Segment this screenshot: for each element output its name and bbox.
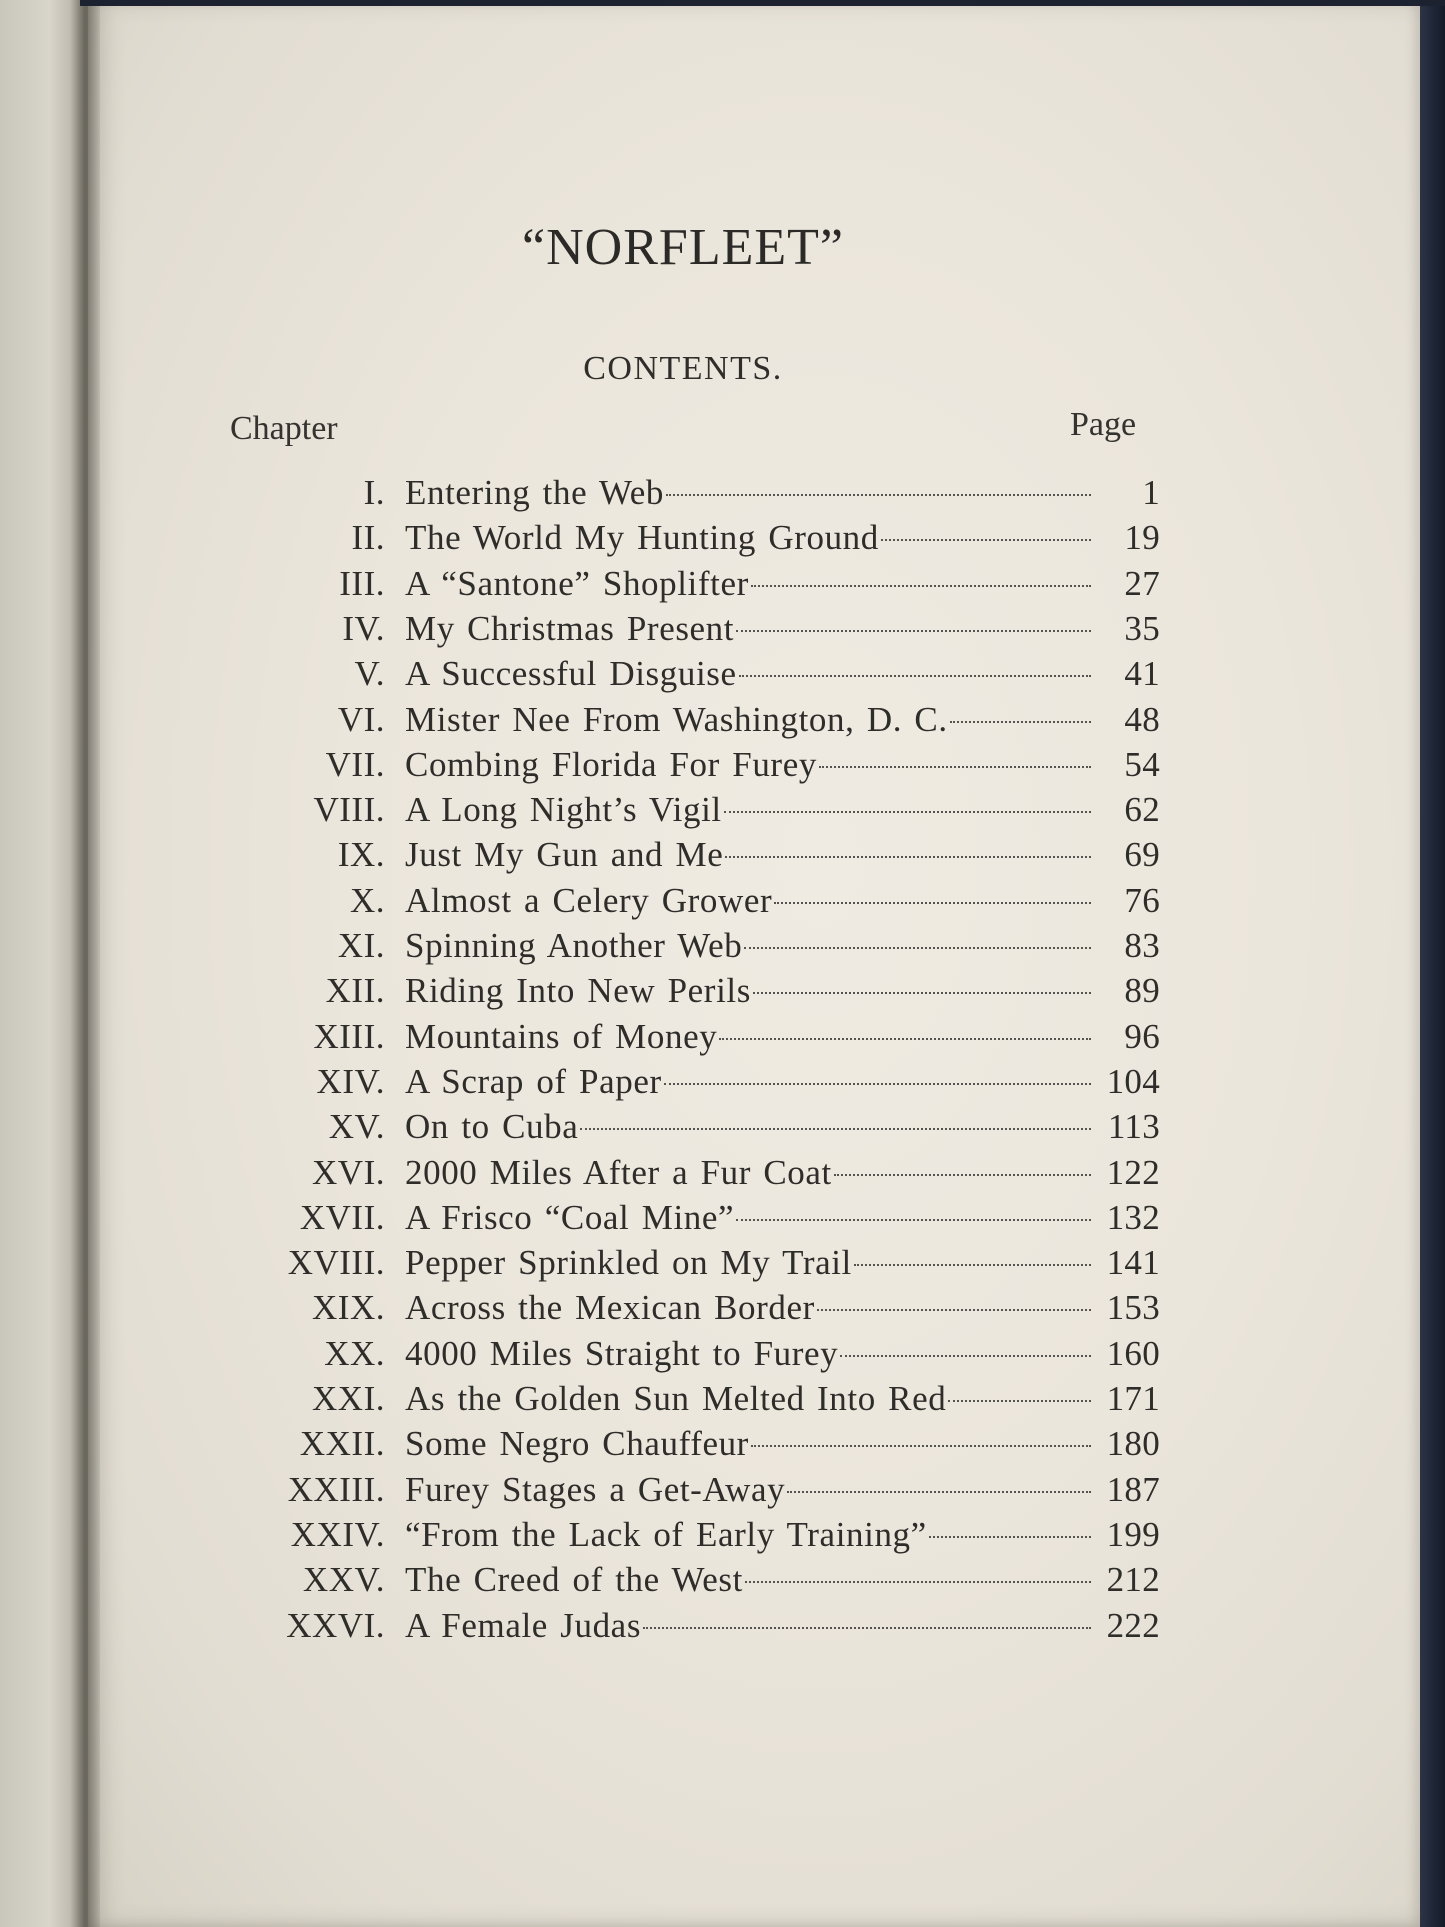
page-number: 187: [1106, 1469, 1160, 1509]
page-number: 41: [1124, 654, 1160, 694]
chapter-number: XIX.: [312, 1288, 385, 1328]
chapter-title-line: [405, 968, 1095, 1013]
page-number: 153: [1106, 1288, 1160, 1328]
chapter-title: My Christmas Present: [405, 608, 735, 648]
page-number: 122: [1106, 1152, 1160, 1192]
toc-entry: [0, 923, 1445, 968]
page-number: 132: [1106, 1197, 1160, 1237]
chapter-title-line: [405, 1603, 1095, 1648]
chapter-title: Mountains of Money: [405, 1016, 718, 1056]
chapter-number: XXIII.: [287, 1469, 385, 1509]
chapter-title-line: [405, 470, 1095, 515]
chapter-title-line: [405, 1376, 1095, 1421]
chapter-title-line: [405, 1059, 1095, 1104]
chapter-title: Almost a Celery Grower: [405, 880, 773, 920]
page-number: 27: [1124, 563, 1160, 603]
chapter-title: Pepper Sprinkled on My Trail: [405, 1243, 852, 1283]
chapter-title: A Frisco “Coal Mine”: [405, 1197, 735, 1237]
chapter-title: A Long Night’s Vigil: [405, 790, 722, 830]
dot-leader: [643, 1627, 1091, 1629]
chapter-title: 4000 Miles Straight to Furey: [405, 1333, 839, 1373]
chapter-title-line: [405, 651, 1095, 696]
toc-entry: [0, 606, 1445, 651]
toc-entry: [0, 1104, 1445, 1149]
page-number: 35: [1124, 608, 1160, 648]
chapter-title: Furey Stages a Get-Away: [405, 1469, 786, 1509]
chapter-title-line: [405, 832, 1095, 877]
toc-entry: [0, 742, 1445, 787]
chapter-number: X.: [349, 880, 385, 920]
dot-leader: [666, 494, 1091, 496]
chapter-number: XXV.: [302, 1560, 385, 1600]
toc-entry: [0, 1150, 1445, 1195]
dot-leader: [787, 1491, 1091, 1493]
page-number: 113: [1107, 1107, 1160, 1147]
chapter-number: VI.: [337, 699, 385, 739]
chapter-title-line: [405, 1150, 1095, 1195]
dot-leader: [719, 1038, 1091, 1040]
toc-entry: [0, 561, 1445, 606]
dot-leader: [817, 1309, 1091, 1311]
page-number: 160: [1106, 1333, 1160, 1373]
chapter-title: A Scrap of Paper: [405, 1061, 662, 1101]
toc-entry: [0, 697, 1445, 742]
page-number: 104: [1106, 1061, 1160, 1101]
chapter-title-line: [405, 561, 1095, 606]
dot-leader: [881, 539, 1091, 541]
chapter-number: XI.: [337, 926, 385, 965]
toc-entry: [0, 651, 1445, 696]
dot-leader: [736, 630, 1091, 632]
page-number: 83: [1124, 926, 1160, 965]
chapter-number: XVIII.: [287, 1243, 385, 1283]
chapter-number: XIV.: [316, 1061, 385, 1101]
book-title: “NORFLEET”: [522, 219, 844, 276]
chapter-title-line: [405, 1285, 1095, 1330]
chapter-number: XX.: [324, 1333, 385, 1373]
page-number: 19: [1124, 518, 1160, 558]
dot-leader: [948, 1400, 1091, 1402]
chapter-title: A Female Judas: [405, 1605, 642, 1645]
toc-entry: [0, 515, 1445, 560]
chapter-title: Some Negro Chauffeur: [405, 1424, 749, 1464]
dot-leader: [580, 1128, 1091, 1130]
chapter-title-line: [405, 1331, 1095, 1376]
chapter-number: XVI.: [312, 1152, 385, 1192]
chapter-title: Across the Mexican Border: [405, 1288, 815, 1328]
toc-entry: [0, 470, 1445, 515]
page-number: 96: [1124, 1016, 1160, 1056]
dot-leader: [739, 675, 1091, 677]
chapter-title: 2000 Miles After a Fur Coat: [405, 1152, 832, 1192]
toc-entry: [0, 1285, 1445, 1330]
toc-entry: [0, 1557, 1445, 1602]
page-number: 171: [1106, 1379, 1160, 1418]
toc-entry: [0, 1421, 1445, 1466]
page-number: 76: [1124, 880, 1160, 920]
page-number: 69: [1124, 835, 1160, 875]
chapter-title: Spinning Another Web: [405, 926, 743, 965]
chapter-column-header: Chapter: [230, 410, 338, 447]
chapter-number: XIII.: [313, 1016, 385, 1056]
chapter-title-line: [405, 742, 1095, 787]
dot-leader: [834, 1174, 1091, 1176]
chapter-number: XXVI.: [286, 1605, 385, 1645]
toc-entry: [0, 1195, 1445, 1240]
dot-leader: [664, 1083, 1091, 1085]
page-number: 48: [1124, 699, 1160, 739]
chapter-title-line: [405, 1014, 1095, 1059]
chapter-number: II.: [351, 518, 385, 558]
chapter-title: Mister Nee From Washington, D. C.: [405, 699, 948, 739]
page-number: 141: [1106, 1243, 1160, 1283]
chapter-number: VII.: [325, 744, 385, 784]
chapter-title: On to Cuba: [405, 1107, 579, 1147]
dot-leader: [736, 1219, 1091, 1221]
page-number: 212: [1106, 1560, 1160, 1600]
page-number: 89: [1124, 971, 1160, 1011]
chapter-title-line: [405, 787, 1095, 832]
toc-entry: [0, 1240, 1445, 1285]
dot-leader: [724, 811, 1091, 813]
dot-leader: [744, 947, 1091, 949]
chapter-title-line: [405, 606, 1095, 651]
chapter-title-line: [405, 697, 1095, 742]
chapter-title: The World My Hunting Ground: [405, 518, 879, 558]
chapter-title: A Successful Disguise: [405, 654, 737, 694]
chapter-number: XXIV.: [290, 1514, 385, 1554]
chapter-title-line: [405, 923, 1095, 968]
toc-entry: [0, 1376, 1445, 1421]
chapter-number: I.: [363, 473, 385, 512]
toc-entry: [0, 1331, 1445, 1376]
chapter-title: Combing Florida For Furey: [405, 744, 817, 784]
dot-leader: [751, 1445, 1091, 1447]
page-number: 1: [1142, 473, 1160, 512]
chapter-number: V.: [354, 654, 385, 694]
chapter-number: XII.: [325, 971, 385, 1011]
chapter-number: XXII.: [299, 1424, 385, 1464]
chapter-number: IV.: [342, 608, 385, 648]
chapter-title-line: [405, 1240, 1095, 1285]
dot-leader: [854, 1264, 1091, 1266]
dot-leader: [819, 766, 1091, 768]
dot-leader: [774, 902, 1091, 904]
chapter-number: VIII.: [313, 790, 385, 830]
chapter-title: A “Santone” Shoplifter: [405, 563, 749, 603]
dot-leader: [753, 992, 1091, 994]
toc-entry: [0, 1512, 1445, 1557]
chapter-title: Entering the Web: [405, 473, 665, 512]
dot-leader: [745, 1581, 1091, 1583]
chapter-title: Just My Gun and Me: [405, 835, 724, 875]
chapter-title-line: [405, 1421, 1095, 1466]
toc-entry: [0, 1059, 1445, 1104]
toc-entry: [0, 968, 1445, 1013]
dot-leader: [840, 1355, 1091, 1357]
chapter-title-line: [405, 1104, 1095, 1149]
chapter-title: The Creed of the West: [405, 1560, 743, 1600]
contents-heading: CONTENTS.: [583, 350, 783, 387]
page-number: 180: [1106, 1424, 1160, 1464]
chapter-title-line: [405, 878, 1095, 923]
chapter-title: As the Golden Sun Melted Into Red: [405, 1379, 947, 1418]
dot-leader: [751, 585, 1091, 587]
chapter-title-line: [405, 1512, 1095, 1557]
chapter-number: III.: [339, 563, 385, 603]
chapter-title-line: [405, 515, 1095, 560]
dot-leader: [929, 1536, 1091, 1538]
chapter-number: IX.: [337, 835, 385, 875]
dot-leader: [950, 721, 1091, 723]
chapter-title: Riding Into New Perils: [405, 971, 751, 1011]
toc-entry: [0, 832, 1445, 877]
page-number: 199: [1106, 1514, 1160, 1554]
chapter-title-line: [405, 1557, 1095, 1602]
chapter-number: XXI.: [312, 1379, 385, 1418]
page-number: 62: [1124, 790, 1160, 830]
toc-entry: [0, 878, 1445, 923]
top-background-edge: [80, 0, 1445, 6]
page-number: 54: [1124, 744, 1160, 784]
toc-entry: [0, 1014, 1445, 1059]
chapter-title-line: [405, 1467, 1095, 1512]
chapter-number: XVII.: [299, 1197, 385, 1237]
page-column-header: Page: [1070, 406, 1137, 443]
toc-entry: [0, 1603, 1445, 1648]
chapter-title-line: [405, 1195, 1095, 1240]
chapter-number: XV.: [328, 1107, 385, 1147]
dot-leader: [725, 856, 1091, 858]
chapter-title: “From the Lack of Early Training”: [405, 1514, 927, 1554]
page-number: 222: [1106, 1605, 1160, 1645]
toc-entry: [0, 1467, 1445, 1512]
toc-entry: [0, 787, 1445, 832]
